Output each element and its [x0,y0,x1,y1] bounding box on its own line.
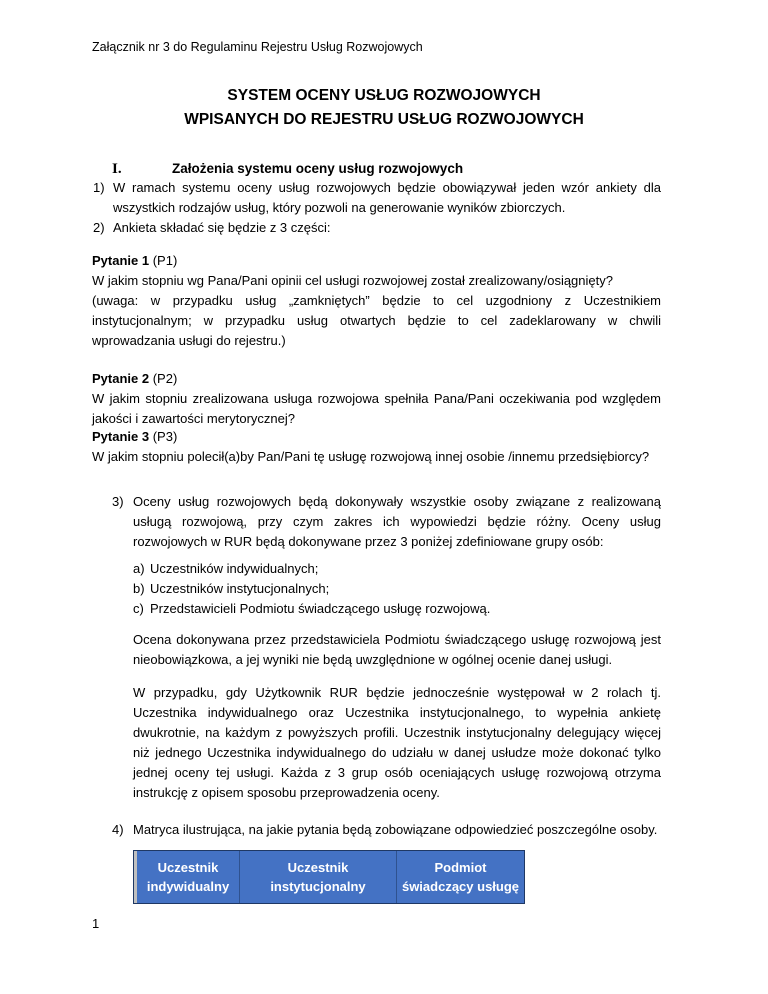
group-item-b [133,579,650,599]
page-number: 1 [92,916,100,931]
list-item-text: Ankieta składać się będzie z 3 części: [113,220,331,235]
list-number: 4) [112,822,124,837]
header-institutional-participant [240,851,397,903]
list-item-text: W ramach systemu oceny usług rozwojowych będzie obowiązywał jeden wzór ankiety dla wszystkich rodzajów usług, który pozwoli na generowanie wyników zbiorczych. [113,180,661,215]
group-list [133,559,650,619]
header-line: Uczestnik [157,860,219,875]
section-heading [112,161,463,178]
header-line: indywidualny [146,879,230,894]
question-label: Pytanie 2 [92,371,150,386]
group-text: Przedstawicieli Podmiotu świadczącego usługę rozwojową. [150,601,491,616]
list-item-4 [112,820,693,840]
question-text: W jakim stopniu polecił(a)by Pan/Pani tę usługę rozwojową innej osobie /innemu przedsiębiorcy? [92,449,650,464]
question-1 [92,251,661,351]
group-text: Uczestników indywidualnych; [150,561,319,576]
list-number: 1) [93,180,105,195]
header-line: Uczestnik [287,860,349,875]
question-text: W jakim stopniu wg Pana/Pani opinii cel usługi rozwojowej został zrealizowany/osiągnięty? [92,273,613,288]
document-title-line-1: SYSTEM OCENY USŁUG ROZWOJOWYCH [227,87,541,104]
section-number: I. [112,161,122,177]
question-label: Pytanie 3 [92,429,150,444]
header-line: instytucjonalny [270,879,366,894]
question-2 [92,369,661,429]
list-item-text: Oceny usług rozwojowych będą dokonywały wszystkie osoby związane z realizowaną usługą rozwojową, przy czym zakres ich wypowiedzi będzie różny. Oceny usług rozwojowych w RUR będą dokonywane przez 3 poniżej zdefiniowane grupy osób: [133,494,661,549]
question-code: (P1) [152,253,178,268]
list-number: 2) [93,220,105,235]
matrix-table-header [133,850,525,904]
group-mark: a) [133,561,145,576]
running-header: Załącznik nr 3 do Regulaminu Rejestru Usług Rozwojowych [92,40,423,54]
document-title-line-2: WPISANYCH DO REJESTRU USŁUG ROZWOJOWYCH [184,111,584,128]
header-line: świadczący usługę [401,879,520,894]
list-item-2 [93,218,661,238]
question-note: (uwaga: w przypadku usług „zamkniętych” będzie to cel uzgodniony z Uczestnikiem instytucjonalnym; w przypadku usług otwartych będzie to cel zadeklarowany w chwili wprowadzania usługi do rejestru.) [92,293,661,348]
list-item-text: Matryca ilustrująca, na jakie pytania będą zobowiązane odpowiedzieć poszczególne osoby. [133,822,658,837]
question-label: Pytanie 1 [92,253,150,268]
question-code: (P3) [152,429,178,444]
group-item-c [133,599,650,619]
header-line: Podmiot [434,860,487,875]
note-optional-rating: Ocena dokonywana przez przedstawiciela Podmiotu świadczącego usługę rozwojową jest nieobowiązkowa, a jej wyniki nie będą uwzględnione w ogólnej ocenie danej usługi. [133,632,661,667]
group-item-a [133,559,650,579]
list-item-1 [93,178,661,218]
list-item-3 [112,492,661,552]
question-3 [92,427,672,467]
note-dual-role: W przypadku, gdy Użytkownik RUR będzie jednocześnie występował w 2 rolach tj. Uczestnika indywidualnego oraz Uczestnika instytucjonalnego, to wypełnia ankietę dwukrotnie, na każdym z powyższych profili. Uczestnik instytucjonalny delegujący więcej niż jednego Uczestnika indywidualnego do udziału w danej usłudze może dokonać tylko jednej oceny tej usługi. Każda z 3 grup osób oceniających usługę rozwojową otrzyma instrukcję z opisem sposobu przeprowadzenia oceny. [133,685,661,800]
list-number: 3) [112,494,124,509]
group-mark: c) [133,601,144,616]
group-text: Uczestników instytucjonalnych; [150,581,330,596]
section-title: Założenia systemu oceny usług rozwojowych [172,161,464,176]
question-code: (P2) [152,371,178,386]
group-mark: b) [133,581,145,596]
question-text: W jakim stopniu zrealizowana usługa rozwojowa spełniła Pana/Pani oczekiwania pod względem jakości i zawartości merytorycznej? [92,391,661,426]
header-service-provider [397,851,524,903]
header-individual-participant [137,851,240,903]
